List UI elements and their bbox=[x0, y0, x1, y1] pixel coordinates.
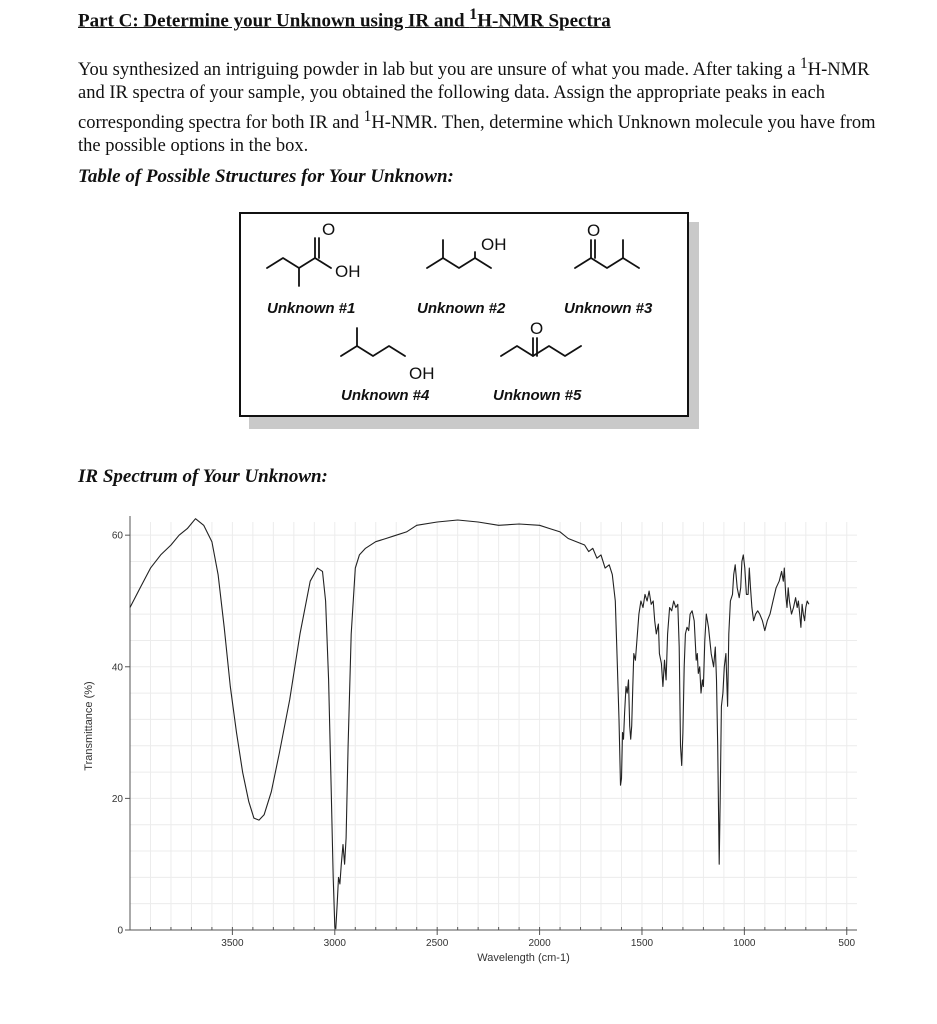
unknown-2-oh-label: OH bbox=[481, 235, 507, 254]
intro-text-2: H-NMR and IR spectra of your sample, you obtained the following data. Assign the appropriate peaks in each corresponding spectra for both IR and bbox=[78, 60, 870, 134]
table-heading: Table of Possible Structures for Your Unknown: bbox=[78, 166, 454, 187]
part-c-heading bbox=[78, 6, 611, 32]
unknown-5-structure bbox=[501, 338, 581, 356]
x-axis-ticks bbox=[221, 930, 855, 949]
unknown-4-structure bbox=[341, 328, 405, 356]
x-tick-label: 1000 bbox=[733, 938, 756, 949]
x-tick-label: 1500 bbox=[630, 938, 654, 949]
x-tick-label: 500 bbox=[838, 938, 856, 949]
intro-paragraph bbox=[78, 52, 878, 158]
heading-text: Part C: Determine your Unknown using IR and bbox=[78, 10, 470, 32]
ir-heading: IR Spectrum of Your Unknown: bbox=[78, 466, 328, 487]
intro-superscript-2: 1 bbox=[363, 108, 372, 126]
heading-superscript: 1 bbox=[469, 6, 478, 23]
x-tick-label: 3500 bbox=[221, 938, 244, 949]
ir-spectrum-line bbox=[130, 519, 809, 929]
unknown-1-structure bbox=[267, 238, 331, 286]
intro-text-1: You synthesized an intriguing powder in lab but you are unsure of what you made. After taking a bbox=[78, 60, 801, 81]
unknown-3-structure bbox=[575, 240, 639, 268]
y-tick-label: 20 bbox=[111, 793, 123, 805]
unknown-1-label: Unknown #1 bbox=[267, 300, 356, 317]
intro-text-3: H-NMR. Then, determine which Unknown molecule you have from the possible options in the box. bbox=[78, 113, 876, 157]
chart-grid bbox=[130, 522, 857, 930]
x-tick-label: 2000 bbox=[528, 938, 551, 949]
unknown-5-label: Unknown #5 bbox=[493, 387, 582, 404]
structures-box bbox=[239, 212, 689, 417]
unknown-3-label: Unknown #3 bbox=[564, 300, 653, 317]
unknown-1-o-label: O bbox=[322, 220, 336, 239]
y-tick-label: 40 bbox=[111, 662, 123, 674]
y-tick-label: 60 bbox=[111, 530, 123, 542]
ir-spectrum-chart bbox=[0, 500, 937, 980]
unknown-1-oh-label: OH bbox=[335, 262, 361, 281]
y-axis-label: Transmittance (%) bbox=[83, 681, 95, 771]
y-axis-ticks bbox=[112, 531, 130, 937]
heading-text-end: H-NMR Spectra bbox=[477, 10, 611, 32]
unknown-4-oh-label: OH bbox=[409, 364, 435, 383]
x-tick-label: 3000 bbox=[323, 938, 346, 949]
unknown-2-label: Unknown #2 bbox=[417, 300, 506, 317]
x-tick-label: 2500 bbox=[426, 938, 449, 949]
structures-drawing bbox=[241, 214, 691, 419]
y-tick-label: 0 bbox=[117, 925, 123, 937]
x-axis-label: Wavelength (cm-1) bbox=[477, 952, 570, 964]
chart-axes bbox=[130, 516, 857, 930]
unknown-4-label: Unknown #4 bbox=[341, 387, 430, 404]
unknown-5-o-label: O bbox=[530, 319, 544, 338]
intro-superscript-1: 1 bbox=[800, 55, 808, 72]
unknown-3-o-label: O bbox=[587, 221, 601, 240]
